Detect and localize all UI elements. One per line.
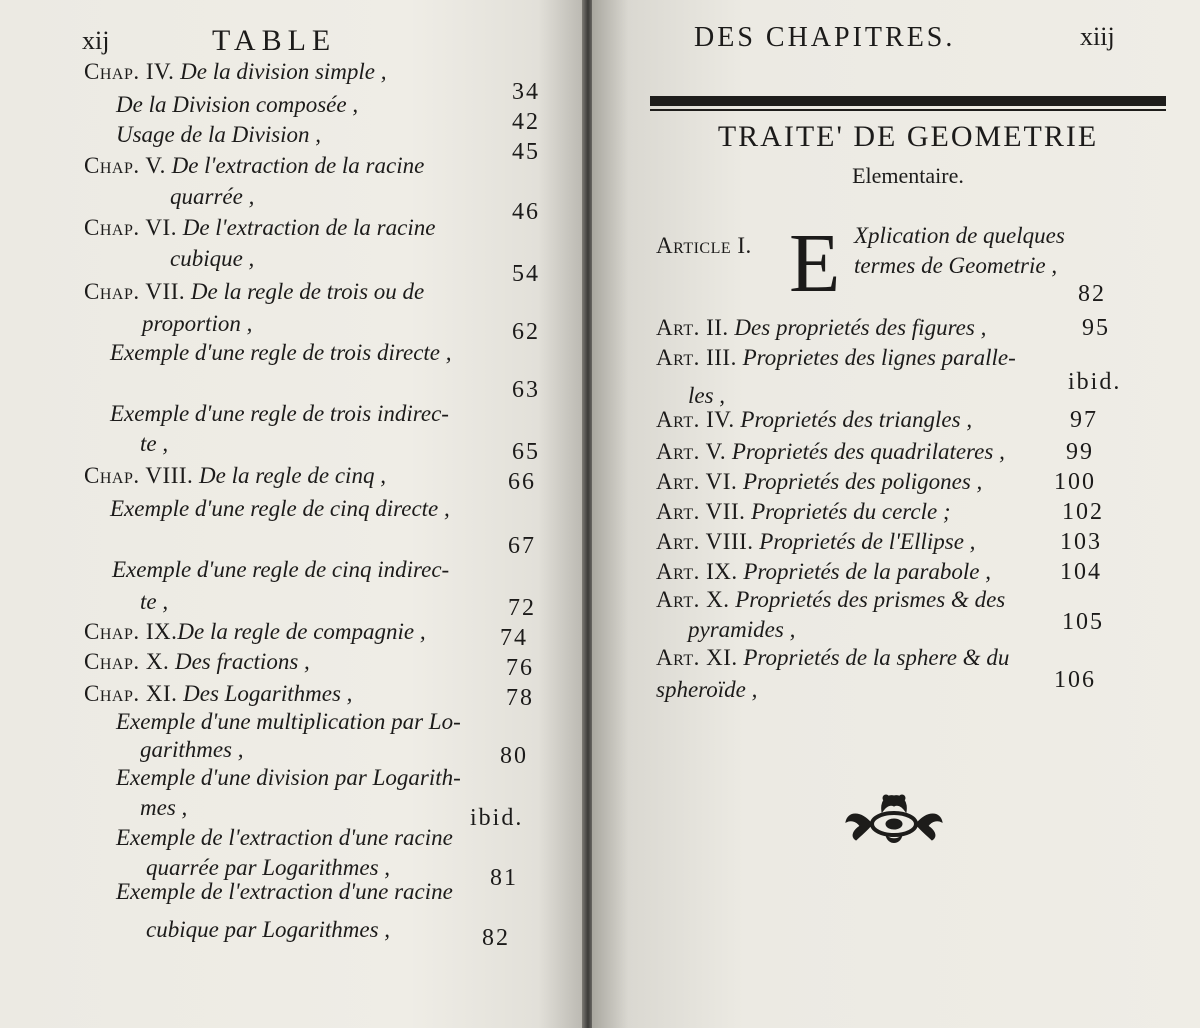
toc-entry: Art. X. Proprietés des prismes & des	[656, 587, 1006, 612]
toc-entry: Art. VIII. Proprietés de l'Ellipse ,	[656, 529, 976, 554]
toc-page-number: 106	[1054, 667, 1096, 693]
toc-entry: Chap. VII. De la regle de trois ou de	[84, 279, 425, 304]
toc-entry: Chap. IX.De la regle de compagnie ,	[84, 619, 426, 644]
left-page-number: xij	[82, 26, 110, 55]
toc-entry: Exemple d'une regle de cinq indirec-	[112, 557, 450, 582]
toc-entry: Chap. V. De l'extraction de la racine	[84, 153, 425, 178]
toc-page-number: 95	[1082, 315, 1110, 341]
toc-entry: De la Division composée ,	[116, 92, 359, 117]
toc-entry: Art. IV. Proprietés des triangles ,	[656, 407, 973, 432]
toc-entry: Exemple d'une division par Logarith-	[116, 765, 461, 790]
toc-page-number: 102	[1062, 499, 1104, 525]
right-running-head: DES CHAPITRES.	[694, 22, 956, 53]
toc-entry: te ,	[140, 589, 169, 614]
toc-page-number: 62	[512, 319, 540, 345]
toc-entry: Art. III. Proprietes des lignes paralle-	[656, 345, 1016, 370]
toc-entry: pyramides ,	[688, 617, 796, 642]
toc-entry: quarrée par Logarithmes ,	[146, 855, 391, 880]
toc-page-number: 65	[512, 439, 540, 465]
toc-entry: Chap. VIII. De la regle de cinq ,	[84, 463, 386, 488]
right-page-number: xiij	[1080, 22, 1115, 51]
toc-page-number: 82	[1078, 281, 1106, 307]
toc-page-number: 78	[506, 685, 534, 711]
toc-page-number: 54	[512, 261, 540, 287]
toc-entry: quarrée ,	[170, 184, 255, 209]
toc-entry: Exemple d'une regle de trois indirec-	[110, 401, 449, 426]
toc-entry: Art. IX. Proprietés de la parabole ,	[656, 559, 992, 584]
left-page	[0, 0, 585, 1028]
toc-page-number: ibid.	[470, 805, 524, 831]
toc-page-number: 100	[1054, 469, 1096, 495]
toc-page-number: ibid.	[1068, 369, 1122, 395]
right-page	[592, 0, 1200, 1028]
toc-entry: Exemple d'une regle de trois directe ,	[110, 340, 452, 365]
toc-entry: Usage de la Division ,	[116, 122, 322, 147]
toc-entry: Exemple d'une multiplication par Lo-	[116, 709, 461, 734]
toc-entry: cubique ,	[170, 246, 255, 271]
toc-entry: Chap. VI. De l'extraction de la racine	[84, 215, 436, 240]
toc-entry: spheroïde ,	[656, 677, 758, 702]
drop-capital: E	[789, 217, 841, 310]
toc-entry: Exemple de l'extraction d'une racine	[116, 825, 453, 850]
toc-entry: cubique par Logarithmes ,	[146, 917, 391, 942]
toc-entry: Xplication de quelques	[854, 223, 1065, 248]
toc-page-number: 81	[490, 865, 518, 891]
toc-entry: proportion ,	[142, 311, 253, 336]
toc-entry: mes ,	[140, 795, 188, 820]
toc-page-number: 76	[506, 655, 534, 681]
toc-page-number: 104	[1060, 559, 1102, 585]
toc-entry: Art. II. Des proprietés des figures ,	[656, 315, 987, 340]
toc-entry: Art. XI. Proprietés de la sphere & du	[656, 645, 1010, 670]
toc-page-number: 45	[512, 139, 540, 165]
toc-page-number: 67	[508, 533, 536, 559]
toc-page-number: 97	[1070, 407, 1098, 433]
toc-page-number: 66	[508, 469, 536, 495]
toc-page-number: 80	[500, 743, 528, 769]
toc-entry: termes de Geometrie ,	[854, 253, 1058, 278]
toc-page-number: 99	[1066, 439, 1094, 465]
toc-entry: Chap. X. Des fractions ,	[84, 649, 310, 674]
toc-entry: Article I.	[656, 233, 752, 258]
section-title: TRAITE' DE GEOMETRIE	[717, 120, 1099, 153]
toc-page-number: 42	[512, 109, 540, 135]
toc-entry: Exemple d'une regle de cinq directe ,	[110, 496, 450, 521]
toc-entry: Art. V. Proprietés des quadrilateres ,	[656, 439, 1005, 464]
toc-page-number: 63	[512, 377, 540, 403]
toc-page-number: 105	[1062, 609, 1104, 635]
toc-entry: Art. VII. Proprietés du cercle ;	[656, 499, 951, 524]
section-subtitle: Elementaire.	[852, 163, 964, 188]
toc-page-number: 74	[500, 625, 528, 651]
toc-entry: garithmes ,	[140, 737, 244, 762]
toc-page-number: 103	[1060, 529, 1102, 555]
toc-entry: Exemple de l'extraction d'une racine	[116, 879, 453, 904]
toc-entry: Chap. XI. Des Logarithmes ,	[84, 681, 353, 706]
toc-entry: te ,	[140, 431, 169, 456]
fleuron-ornament-icon	[842, 790, 946, 854]
header-rule-thin	[650, 109, 1166, 111]
left-running-head: TABLE	[212, 24, 337, 57]
toc-entry: Chap. IV. De la division simple ,	[84, 59, 387, 84]
toc-page-number: 34	[512, 79, 540, 105]
toc-entry: les ,	[688, 383, 726, 408]
toc-page-number: 72	[508, 595, 536, 621]
header-rule	[650, 96, 1166, 106]
toc-page-number: 46	[512, 199, 540, 225]
toc-page-number: 82	[482, 925, 510, 951]
toc-entry: Art. VI. Proprietés des poligones ,	[656, 469, 983, 494]
